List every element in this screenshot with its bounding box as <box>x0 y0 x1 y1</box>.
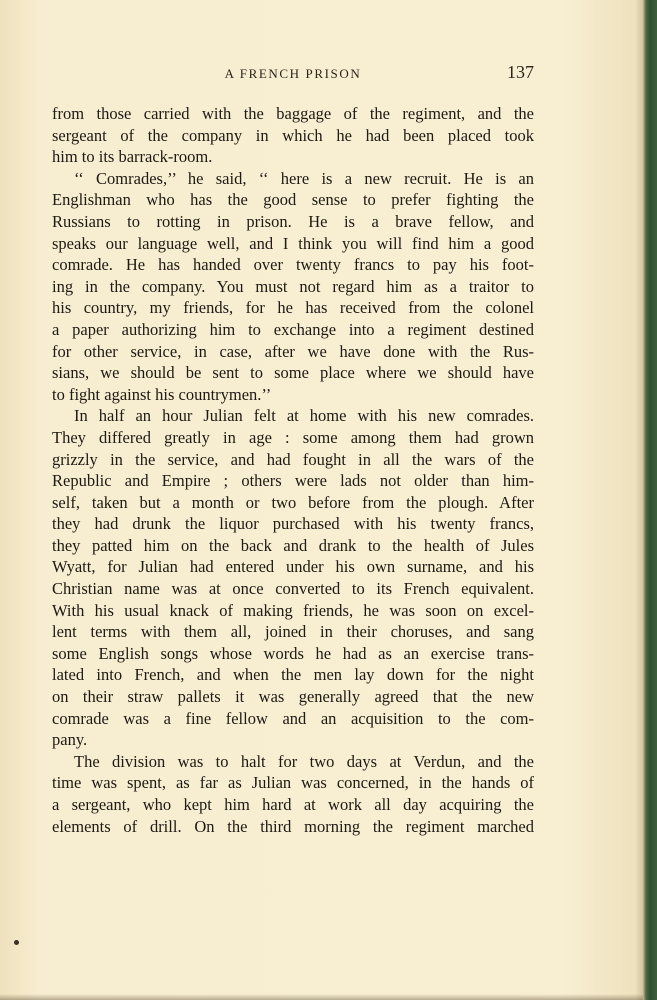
text-line: they had drunk the liquor purchased with his twenty francs, <box>52 514 534 534</box>
book-binding-edge <box>643 0 657 1000</box>
text-line: a paper authorizing him to exchange into a regiment destined <box>52 319 534 339</box>
running-head: A FRENCH PRISON <box>224 66 362 81</box>
text-line: sergeant of the company in which he had been placed took <box>52 125 534 145</box>
text-line: a sergeant, who kept him hard at work all day acquiring the <box>52 795 534 814</box>
text-line: Republic and Empire ; others were lads not older than him- <box>52 471 534 491</box>
text-line: They differed greatly in age : some among them had grown <box>52 427 534 447</box>
text-line: they patted him on the back and drank to the health of Jules <box>52 535 534 555</box>
text-line: pany. <box>52 730 88 750</box>
text-line: lated into French, and when the men lay down for the night <box>52 665 534 685</box>
text-line: time was spent, as far as Julian was concerned, in the hands of <box>52 773 534 793</box>
text-line: comrade. He has handed over twenty francs to pay his foot- <box>52 255 534 275</box>
text-line: Christian name was at once converted to its French equivalent. <box>52 579 534 599</box>
text-line: In half an hour Julian felt at home with his new comrades. <box>74 406 534 426</box>
text-line: from those carried with the baggage of the regiment, and the <box>52 104 534 123</box>
text-line: for other service, in case, after we have done with the Rus- <box>52 341 534 361</box>
page-bottom-shadow <box>0 994 643 1000</box>
text-line: elements of drill. On the third morning the regiment marched <box>52 816 534 836</box>
binding-shadow <box>635 0 643 1000</box>
text-line: Russians to rotting in prison. He is a brave fellow, and <box>52 211 534 231</box>
page-header <box>52 62 534 88</box>
text-line: Englishman who has the good sense to prefer fighting the <box>52 190 534 210</box>
text-line: him to its barrack-room. <box>52 147 213 167</box>
text-line: self, taken but a month or two before from the plough. After <box>52 492 534 512</box>
body-text <box>52 103 534 837</box>
text-line: The division was to halt for two days at Verdun, and the <box>74 751 534 771</box>
text-line: Wyatt, for Julian had entered under his own surname, and his <box>52 557 534 577</box>
page-number: 137 <box>507 62 534 82</box>
text-line: some English songs whose words he had as an exercise trans- <box>52 643 534 663</box>
text-line: speaks our language well, and I think you will find him a good <box>52 233 534 253</box>
text-line: on their straw pallets it was generally agreed that the new <box>52 687 534 707</box>
text-line: to fight against his countrymen.’’ <box>52 384 272 404</box>
text-line: his country, my friends, for he has received from the colonel <box>52 298 534 318</box>
text-line: With his usual knack of making friends, he was soon on excel- <box>52 600 534 620</box>
text-line: lent terms with them all, joined in their choruses, and sang <box>52 622 534 642</box>
text-line: ing in the company. You must not regard him as a traitor to <box>52 276 534 296</box>
ink-speck <box>14 940 19 945</box>
text-line: ‘‘ Comrades,’’ he said, ‘‘ here is a new recruit. He is an <box>74 168 534 188</box>
text-line: grizzly in the service, and had fought in all the wars of the <box>52 449 534 469</box>
text-line: sians, we should be sent to some place where we should have <box>52 363 534 383</box>
text-line: comrade was a fine fellow and an acquisition to the com- <box>52 708 534 728</box>
